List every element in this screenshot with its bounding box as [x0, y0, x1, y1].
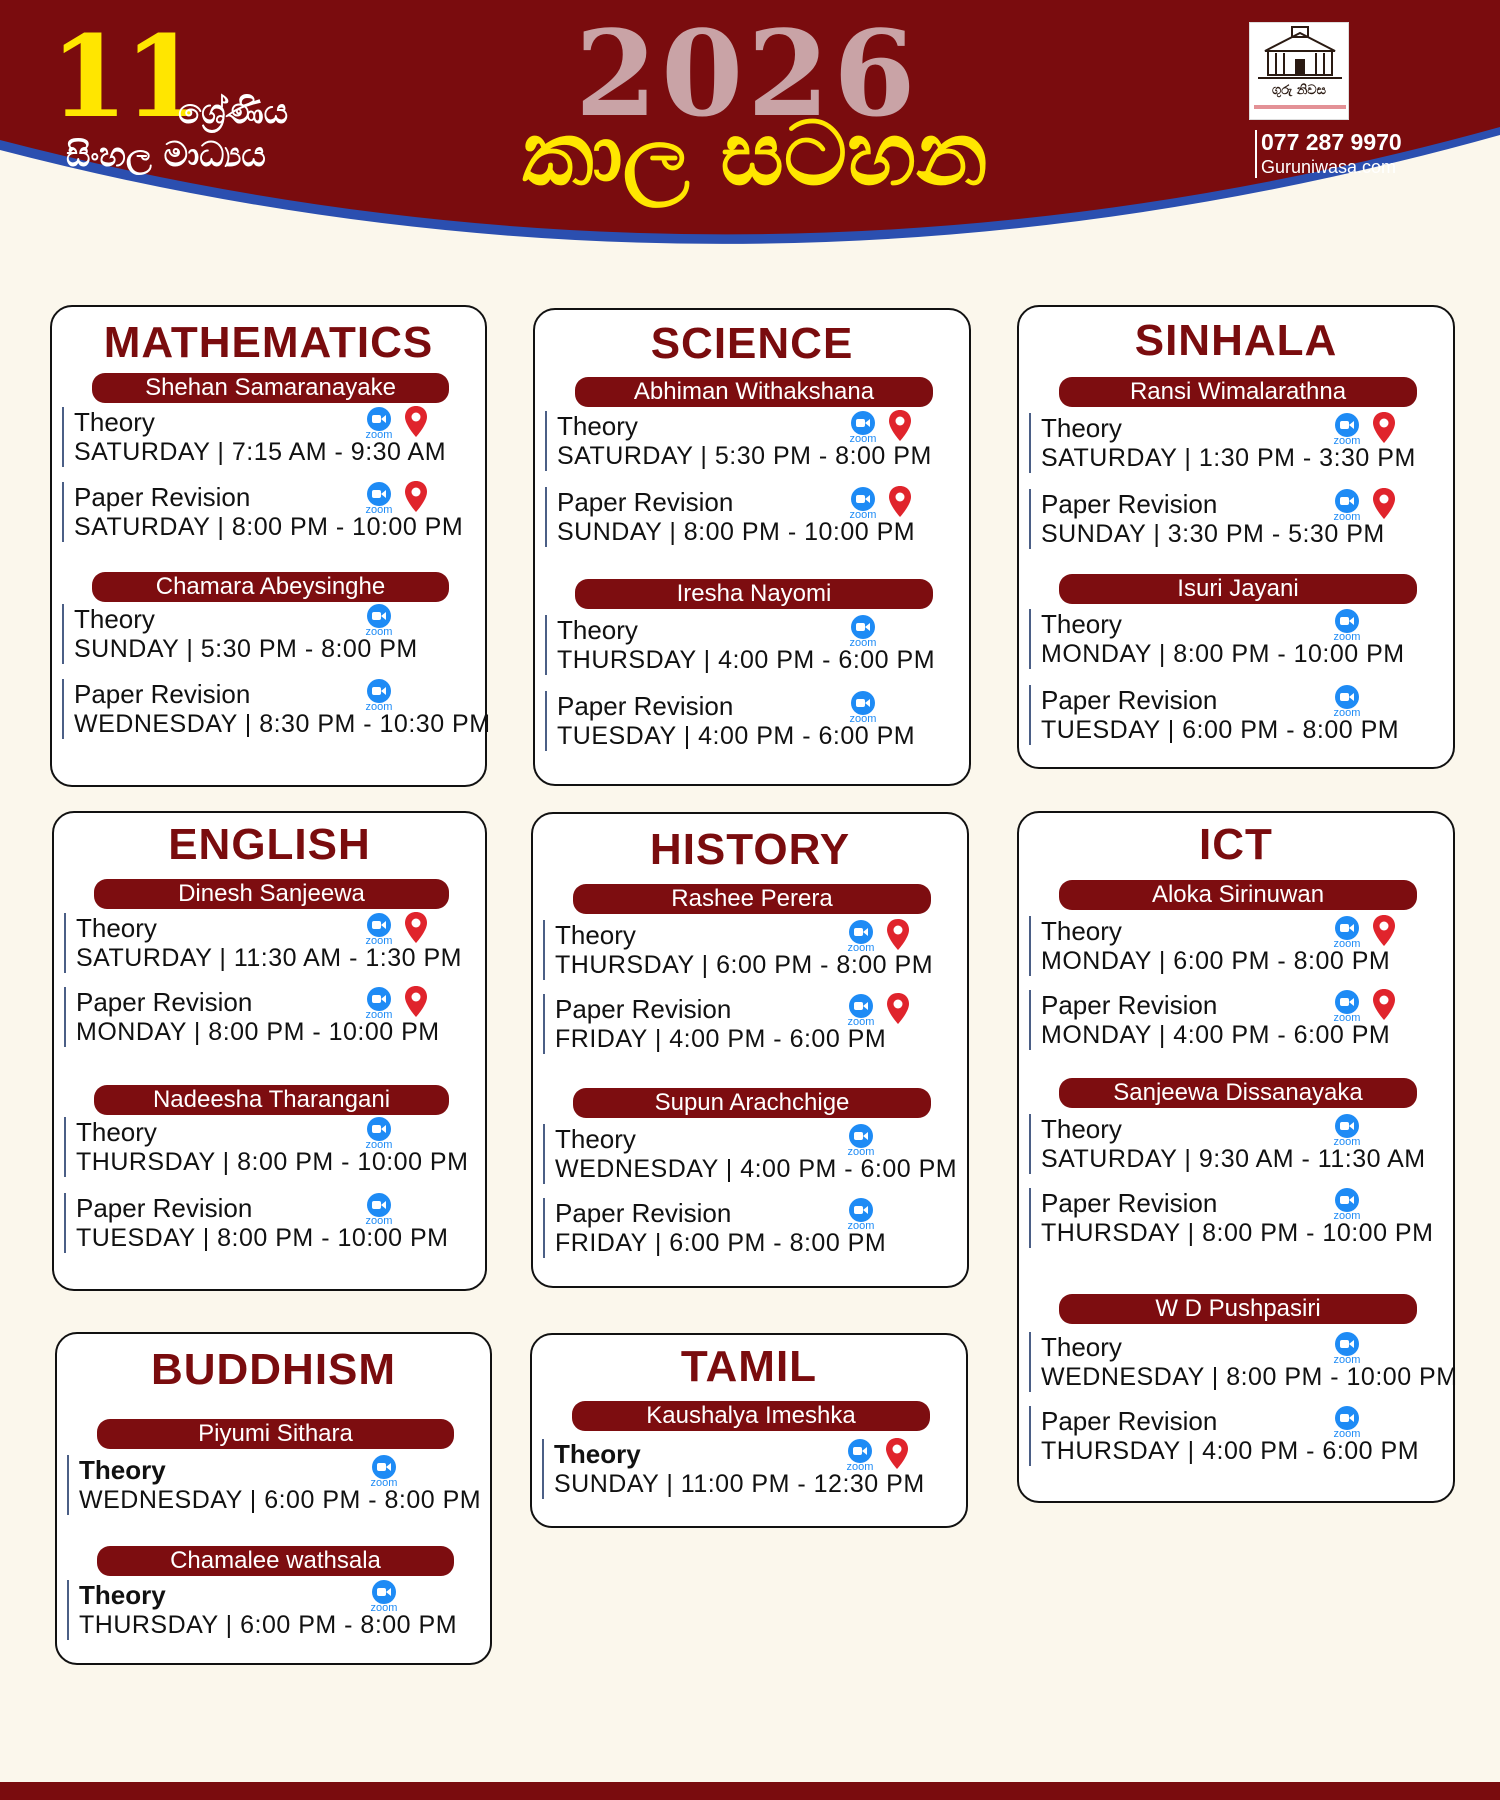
class-time: THURSDAY | 8:00 PM - 10:00 PM: [1041, 1219, 1434, 1247]
zoom-wordmark: zoom: [1333, 1428, 1361, 1440]
zoom-camera-glyph: [1335, 609, 1359, 633]
zoom-camera-glyph: [367, 913, 391, 937]
subject-card-history: [531, 812, 969, 1288]
class-type: Theory: [1041, 413, 1122, 443]
class-type: Paper Revision: [1041, 1406, 1218, 1436]
subject-title: BUDDHISM: [150, 1345, 397, 1394]
class-slot: [67, 1580, 482, 1640]
subject-card-mathematics: [50, 305, 491, 787]
zoom-wordmark: zoom: [1333, 938, 1361, 950]
zoom-icon[interactable]: [361, 482, 397, 516]
zoom-icon[interactable]: [1329, 413, 1365, 447]
tutor-name-badge: Nadeesha Tharangani: [94, 1085, 449, 1115]
class-mode-icons: [361, 913, 441, 947]
class-mode-icons: [361, 1117, 441, 1151]
zoom-wordmark: zoom: [365, 504, 393, 516]
class-slot: [545, 487, 961, 547]
class-type: Theory: [76, 1117, 157, 1147]
class-time: FRIDAY | 4:00 PM - 6:00 PM: [555, 1025, 887, 1053]
tutor-name-badge: Dinesh Sanjeewa: [94, 879, 449, 909]
location-pin-icon[interactable]: [403, 480, 429, 514]
class-mode-icons: [361, 987, 441, 1021]
class-mode-icons: [1329, 609, 1409, 643]
class-mode-icons: [1329, 1332, 1409, 1366]
location-pin-icon[interactable]: [885, 992, 911, 1026]
class-type: Theory: [557, 615, 638, 645]
class-time: TUESDAY | 4:00 PM - 6:00 PM: [557, 722, 916, 750]
class-type: Theory: [554, 1439, 641, 1469]
class-time: SATURDAY | 8:00 PM - 10:00 PM: [74, 513, 464, 541]
zoom-icon[interactable]: [1329, 916, 1365, 950]
zoom-camera-glyph: [372, 1455, 396, 1479]
tutor-name-badge: Supun Arachchige: [573, 1088, 931, 1118]
tutor-name-badge: W D Pushpasiri: [1059, 1294, 1417, 1324]
class-time: THURSDAY | 6:00 PM - 8:00 PM: [555, 951, 934, 979]
zoom-icon[interactable]: [361, 1117, 397, 1151]
zoom-icon[interactable]: [1329, 1332, 1365, 1366]
zoom-camera-glyph: [367, 407, 391, 431]
class-time: THURSDAY | 8:00 PM - 10:00 PM: [76, 1148, 469, 1176]
class-slot: [545, 411, 961, 471]
zoom-icon[interactable]: [845, 411, 881, 445]
subject-title: SCIENCE: [650, 319, 854, 368]
tutor-name-badge: Kaushalya Imeshka: [572, 1401, 930, 1431]
zoom-wordmark: zoom: [847, 1016, 875, 1028]
location-pin-icon[interactable]: [887, 409, 913, 443]
zoom-camera-glyph: [1335, 489, 1359, 513]
zoom-camera-glyph: [372, 1580, 396, 1604]
zoom-wordmark: zoom: [1333, 631, 1361, 643]
class-slot: [62, 407, 477, 467]
class-slot: [543, 1124, 959, 1184]
tutor-name-badge: Isuri Jayani: [1059, 574, 1417, 604]
class-slot: [1029, 1406, 1445, 1466]
zoom-camera-glyph: [367, 987, 391, 1011]
location-pin-icon[interactable]: [1371, 914, 1397, 948]
zoom-wordmark: zoom: [847, 942, 875, 954]
class-slot: [64, 1193, 477, 1253]
class-mode-icons: [1329, 489, 1409, 523]
zoom-camera-glyph: [851, 691, 875, 715]
zoom-wordmark: zoom: [1333, 1136, 1361, 1148]
class-mode-icons: [843, 1198, 923, 1232]
class-time: MONDAY | 4:00 PM - 6:00 PM: [1041, 1021, 1391, 1049]
tutor-name-badge: Chamalee wathsala: [97, 1546, 454, 1576]
class-type: Paper Revision: [555, 994, 732, 1024]
class-time: TUESDAY | 8:00 PM - 10:00 PM: [76, 1224, 449, 1252]
class-time: MONDAY | 8:00 PM - 10:00 PM: [76, 1018, 440, 1046]
class-mode-icons: [1329, 413, 1409, 447]
zoom-wordmark: zoom: [365, 429, 393, 441]
class-slot: [67, 1455, 482, 1515]
subject-card-science: [533, 308, 971, 786]
location-pin-icon[interactable]: [403, 405, 429, 439]
class-mode-icons: [361, 679, 441, 713]
class-mode-icons: [845, 691, 925, 725]
class-time: WEDNESDAY | 4:00 PM - 6:00 PM: [555, 1155, 958, 1183]
class-slot: [62, 679, 491, 739]
zoom-camera-glyph: [851, 487, 875, 511]
class-type: Paper Revision: [555, 1198, 732, 1228]
class-type: Theory: [1041, 1332, 1122, 1362]
zoom-icon[interactable]: [361, 1193, 397, 1227]
zoom-icon[interactable]: [1329, 685, 1365, 719]
class-type: Theory: [74, 407, 155, 437]
zoom-icon[interactable]: [361, 913, 397, 947]
tutor-name-badge: Rashee Perera: [573, 884, 931, 914]
class-type: Paper Revision: [557, 487, 734, 517]
subject-title: ICT: [1199, 820, 1273, 869]
zoom-camera-glyph: [848, 1439, 872, 1463]
class-mode-icons: [361, 407, 441, 441]
class-type: Paper Revision: [74, 482, 251, 512]
class-type: Theory: [1041, 609, 1122, 639]
class-time: WEDNESDAY | 6:00 PM - 8:00 PM: [79, 1486, 482, 1514]
class-time: SUNDAY | 3:30 PM - 5:30 PM: [1041, 520, 1385, 548]
tutor-name-badge: Iresha Nayomi: [575, 579, 933, 609]
zoom-icon[interactable]: [1329, 1188, 1365, 1222]
zoom-camera-glyph: [367, 1117, 391, 1141]
zoom-wordmark: zoom: [365, 1009, 393, 1021]
tutor-name-badge: Chamara Abeysinghe: [92, 572, 449, 602]
zoom-wordmark: zoom: [849, 713, 877, 725]
class-mode-icons: [845, 615, 925, 649]
class-type: Theory: [79, 1580, 166, 1610]
class-slot: [543, 920, 959, 980]
zoom-camera-glyph: [367, 604, 391, 628]
class-mode-icons: [1329, 990, 1409, 1024]
medium-label: සිංහල මාධ්‍යය: [66, 135, 266, 175]
zoom-icon[interactable]: [361, 987, 397, 1021]
class-type: Theory: [555, 920, 636, 950]
location-pin-icon[interactable]: [1371, 411, 1397, 445]
location-pin-icon[interactable]: [403, 911, 429, 945]
subject-title: HISTORY: [649, 825, 851, 874]
class-mode-icons: [1329, 1114, 1409, 1148]
subject-title: MATHEMATICS: [103, 318, 434, 367]
tutor-name-badge: Abhiman Withakshana: [575, 377, 933, 407]
zoom-wordmark: zoom: [1333, 1012, 1361, 1024]
class-slot: [64, 913, 477, 973]
class-type: Paper Revision: [74, 679, 251, 709]
location-pin-icon[interactable]: [1371, 988, 1397, 1022]
class-time: SUNDAY | 8:00 PM - 10:00 PM: [557, 518, 916, 546]
zoom-icon[interactable]: [843, 1124, 879, 1158]
class-slot: [62, 604, 477, 664]
zoom-icon[interactable]: [1329, 609, 1365, 643]
zoom-icon[interactable]: [843, 1198, 879, 1232]
class-type: Paper Revision: [1041, 685, 1218, 715]
class-type: Paper Revision: [1041, 990, 1218, 1020]
subject-card-sinhala: [1017, 305, 1455, 769]
class-mode-icons: [366, 1580, 446, 1614]
zoom-wordmark: zoom: [847, 1146, 875, 1158]
class-mode-icons: [842, 1439, 922, 1473]
zoom-wordmark: zoom: [846, 1461, 874, 1473]
class-time: SATURDAY | 9:30 AM - 11:30 AM: [1041, 1145, 1426, 1173]
zoom-wordmark: zoom: [365, 1215, 393, 1227]
class-time: THURSDAY | 4:00 PM - 6:00 PM: [1041, 1437, 1420, 1465]
class-time: SATURDAY | 5:30 PM - 8:00 PM: [557, 442, 932, 470]
class-type: Paper Revision: [557, 691, 734, 721]
class-mode-icons: [361, 1193, 441, 1227]
class-type: Theory: [79, 1455, 166, 1485]
zoom-camera-glyph: [1335, 685, 1359, 709]
zoom-camera-glyph: [849, 994, 873, 1018]
zoom-camera-glyph: [1335, 1406, 1359, 1430]
class-slot: [64, 1117, 477, 1177]
tutor-name-badge: Aloka Sirinuwan: [1059, 880, 1417, 910]
zoom-icon[interactable]: [1329, 990, 1365, 1024]
zoom-icon[interactable]: [842, 1439, 878, 1473]
tutor-name-badge: Shehan Samaranayake: [92, 373, 449, 403]
subject-card-tamil: [530, 1333, 968, 1528]
class-slot: [542, 1439, 958, 1499]
class-time: THURSDAY | 4:00 PM - 6:00 PM: [557, 646, 936, 674]
zoom-wordmark: zoom: [849, 433, 877, 445]
class-time: SATURDAY | 11:30 AM - 1:30 PM: [76, 944, 462, 972]
class-type: Theory: [1041, 916, 1122, 946]
zoom-icon[interactable]: [845, 487, 881, 521]
zoom-icon[interactable]: [1329, 489, 1365, 523]
zoom-wordmark: zoom: [1333, 435, 1361, 447]
subject-title: ENGLISH: [168, 820, 371, 869]
footer-bar: [0, 1782, 1500, 1800]
subject-card-buddhism: [55, 1332, 492, 1665]
class-mode-icons: [845, 487, 925, 521]
class-slot: [64, 987, 477, 1047]
tutor-name-badge: Ransi Wimalarathna: [1059, 377, 1417, 407]
building-logo-icon: [1250, 23, 1350, 83]
class-time: SUNDAY | 5:30 PM - 8:00 PM: [74, 635, 418, 663]
zoom-camera-glyph: [1335, 990, 1359, 1014]
class-mode-icons: [361, 604, 441, 638]
class-slot: [1029, 413, 1445, 473]
zoom-wordmark: zoom: [849, 509, 877, 521]
zoom-camera-glyph: [367, 482, 391, 506]
zoom-camera-glyph: [367, 1193, 391, 1217]
zoom-camera-glyph: [1335, 1332, 1359, 1356]
class-type: Paper Revision: [76, 987, 253, 1017]
class-type: Paper Revision: [1041, 1188, 1218, 1218]
subject-card-english: [52, 811, 487, 1291]
class-type: Theory: [76, 913, 157, 943]
tutor-name-badge: Piyumi Sithara: [97, 1419, 454, 1449]
zoom-icon[interactable]: [843, 994, 879, 1028]
class-slot: [1029, 1332, 1458, 1392]
zoom-wordmark: zoom: [1333, 1354, 1361, 1366]
zoom-camera-glyph: [1335, 1188, 1359, 1212]
class-slot: [1029, 685, 1445, 745]
zoom-icon[interactable]: [361, 604, 397, 638]
class-time: SATURDAY | 1:30 PM - 3:30 PM: [1041, 444, 1416, 472]
zoom-wordmark: zoom: [365, 1139, 393, 1151]
phone-number: 077 287 9970: [1261, 129, 1402, 155]
zoom-icon[interactable]: [1329, 1406, 1365, 1440]
zoom-camera-glyph: [851, 615, 875, 639]
website-link[interactable]: Guruniwasa.com: [1261, 157, 1397, 178]
zoom-wordmark: zoom: [370, 1602, 398, 1614]
zoom-camera-glyph: [849, 1198, 873, 1222]
zoom-camera-glyph: [851, 411, 875, 435]
class-mode-icons: [1329, 1406, 1409, 1440]
class-mode-icons: [843, 994, 923, 1028]
location-pin-icon[interactable]: [1371, 487, 1397, 521]
class-type: Paper Revision: [1041, 489, 1218, 519]
class-time: TUESDAY | 6:00 PM - 8:00 PM: [1041, 716, 1400, 744]
zoom-wordmark: zoom: [1333, 707, 1361, 719]
class-time: MONDAY | 6:00 PM - 8:00 PM: [1041, 947, 1391, 975]
subject-card-ict: [1017, 811, 1458, 1503]
zoom-icon[interactable]: [845, 691, 881, 725]
zoom-camera-glyph: [849, 920, 873, 944]
class-mode-icons: [1329, 685, 1409, 719]
class-mode-icons: [843, 920, 923, 954]
class-type: Paper Revision: [76, 1193, 253, 1223]
class-type: Theory: [557, 411, 638, 441]
zoom-camera-glyph: [367, 679, 391, 703]
zoom-icon[interactable]: [361, 679, 397, 713]
guruniwasa-logo: [1249, 22, 1349, 120]
class-type: Theory: [555, 1124, 636, 1154]
zoom-camera-glyph: [1335, 1114, 1359, 1138]
class-mode-icons: [1329, 1188, 1409, 1222]
location-pin-icon[interactable]: [885, 918, 911, 952]
zoom-icon[interactable]: [843, 920, 879, 954]
location-pin-icon[interactable]: [887, 485, 913, 519]
page-title: කාල සටහන: [522, 102, 988, 205]
zoom-wordmark: zoom: [1333, 511, 1361, 523]
zoom-icon[interactable]: [1329, 1114, 1365, 1148]
class-slot: [545, 691, 961, 751]
class-time: WEDNESDAY | 8:00 PM - 10:00 PM: [1041, 1363, 1458, 1391]
class-type: Theory: [74, 604, 155, 634]
class-slot: [1029, 916, 1445, 976]
class-mode-icons: [843, 1124, 923, 1158]
zoom-icon[interactable]: [845, 615, 881, 649]
location-pin-icon[interactable]: [403, 985, 429, 1019]
class-slot: [543, 1198, 959, 1258]
header-banner: [0, 0, 1500, 265]
logo-text: ගුරු නිවස: [1272, 83, 1326, 98]
class-time: FRIDAY | 6:00 PM - 8:00 PM: [555, 1229, 887, 1257]
zoom-camera-glyph: [849, 1124, 873, 1148]
class-slot: [1029, 990, 1445, 1050]
class-time: MONDAY | 8:00 PM - 10:00 PM: [1041, 640, 1405, 668]
class-time: SATURDAY | 7:15 AM - 9:30 AM: [74, 438, 447, 466]
class-time: WEDNESDAY | 8:30 PM - 10:30 PM: [74, 710, 491, 738]
grade-label: ශ්‍රේණිය: [178, 92, 289, 132]
zoom-camera-glyph: [1335, 916, 1359, 940]
zoom-icon[interactable]: [366, 1580, 402, 1614]
class-mode-icons: [361, 482, 441, 516]
grade-number: 11: [50, 12, 198, 143]
zoom-wordmark: zoom: [1333, 1210, 1361, 1222]
zoom-camera-glyph: [1335, 413, 1359, 437]
zoom-wordmark: zoom: [365, 626, 393, 638]
logo-underline: [1254, 105, 1346, 109]
location-pin-icon[interactable]: [884, 1437, 910, 1471]
zoom-wordmark: zoom: [365, 935, 393, 947]
class-time: SUNDAY | 11:00 PM - 12:30 PM: [554, 1470, 925, 1498]
class-slot: [543, 994, 959, 1054]
year-label: 2026: [575, 4, 920, 143]
contact-block: [1255, 130, 1402, 178]
zoom-icon[interactable]: [366, 1455, 402, 1489]
class-slot: [1029, 1188, 1445, 1248]
class-type: Theory: [1041, 1114, 1122, 1144]
subject-title: TAMIL: [680, 1342, 818, 1391]
class-mode-icons: [366, 1455, 446, 1489]
subject-title: SINHALA: [1134, 316, 1338, 365]
class-slot: [1029, 489, 1445, 549]
tutor-name-badge: Sanjeewa Dissanayaka: [1059, 1078, 1417, 1108]
class-time: THURSDAY | 6:00 PM - 8:00 PM: [79, 1611, 458, 1639]
zoom-wordmark: zoom: [849, 637, 877, 649]
class-slot: [545, 615, 961, 675]
class-mode-icons: [845, 411, 925, 445]
zoom-icon[interactable]: [361, 407, 397, 441]
class-slot: [1029, 1114, 1445, 1174]
zoom-wordmark: zoom: [847, 1220, 875, 1232]
class-slot: [62, 482, 477, 542]
class-slot: [1029, 609, 1445, 669]
class-mode-icons: [1329, 916, 1409, 950]
zoom-wordmark: zoom: [370, 1477, 398, 1489]
zoom-wordmark: zoom: [365, 701, 393, 713]
